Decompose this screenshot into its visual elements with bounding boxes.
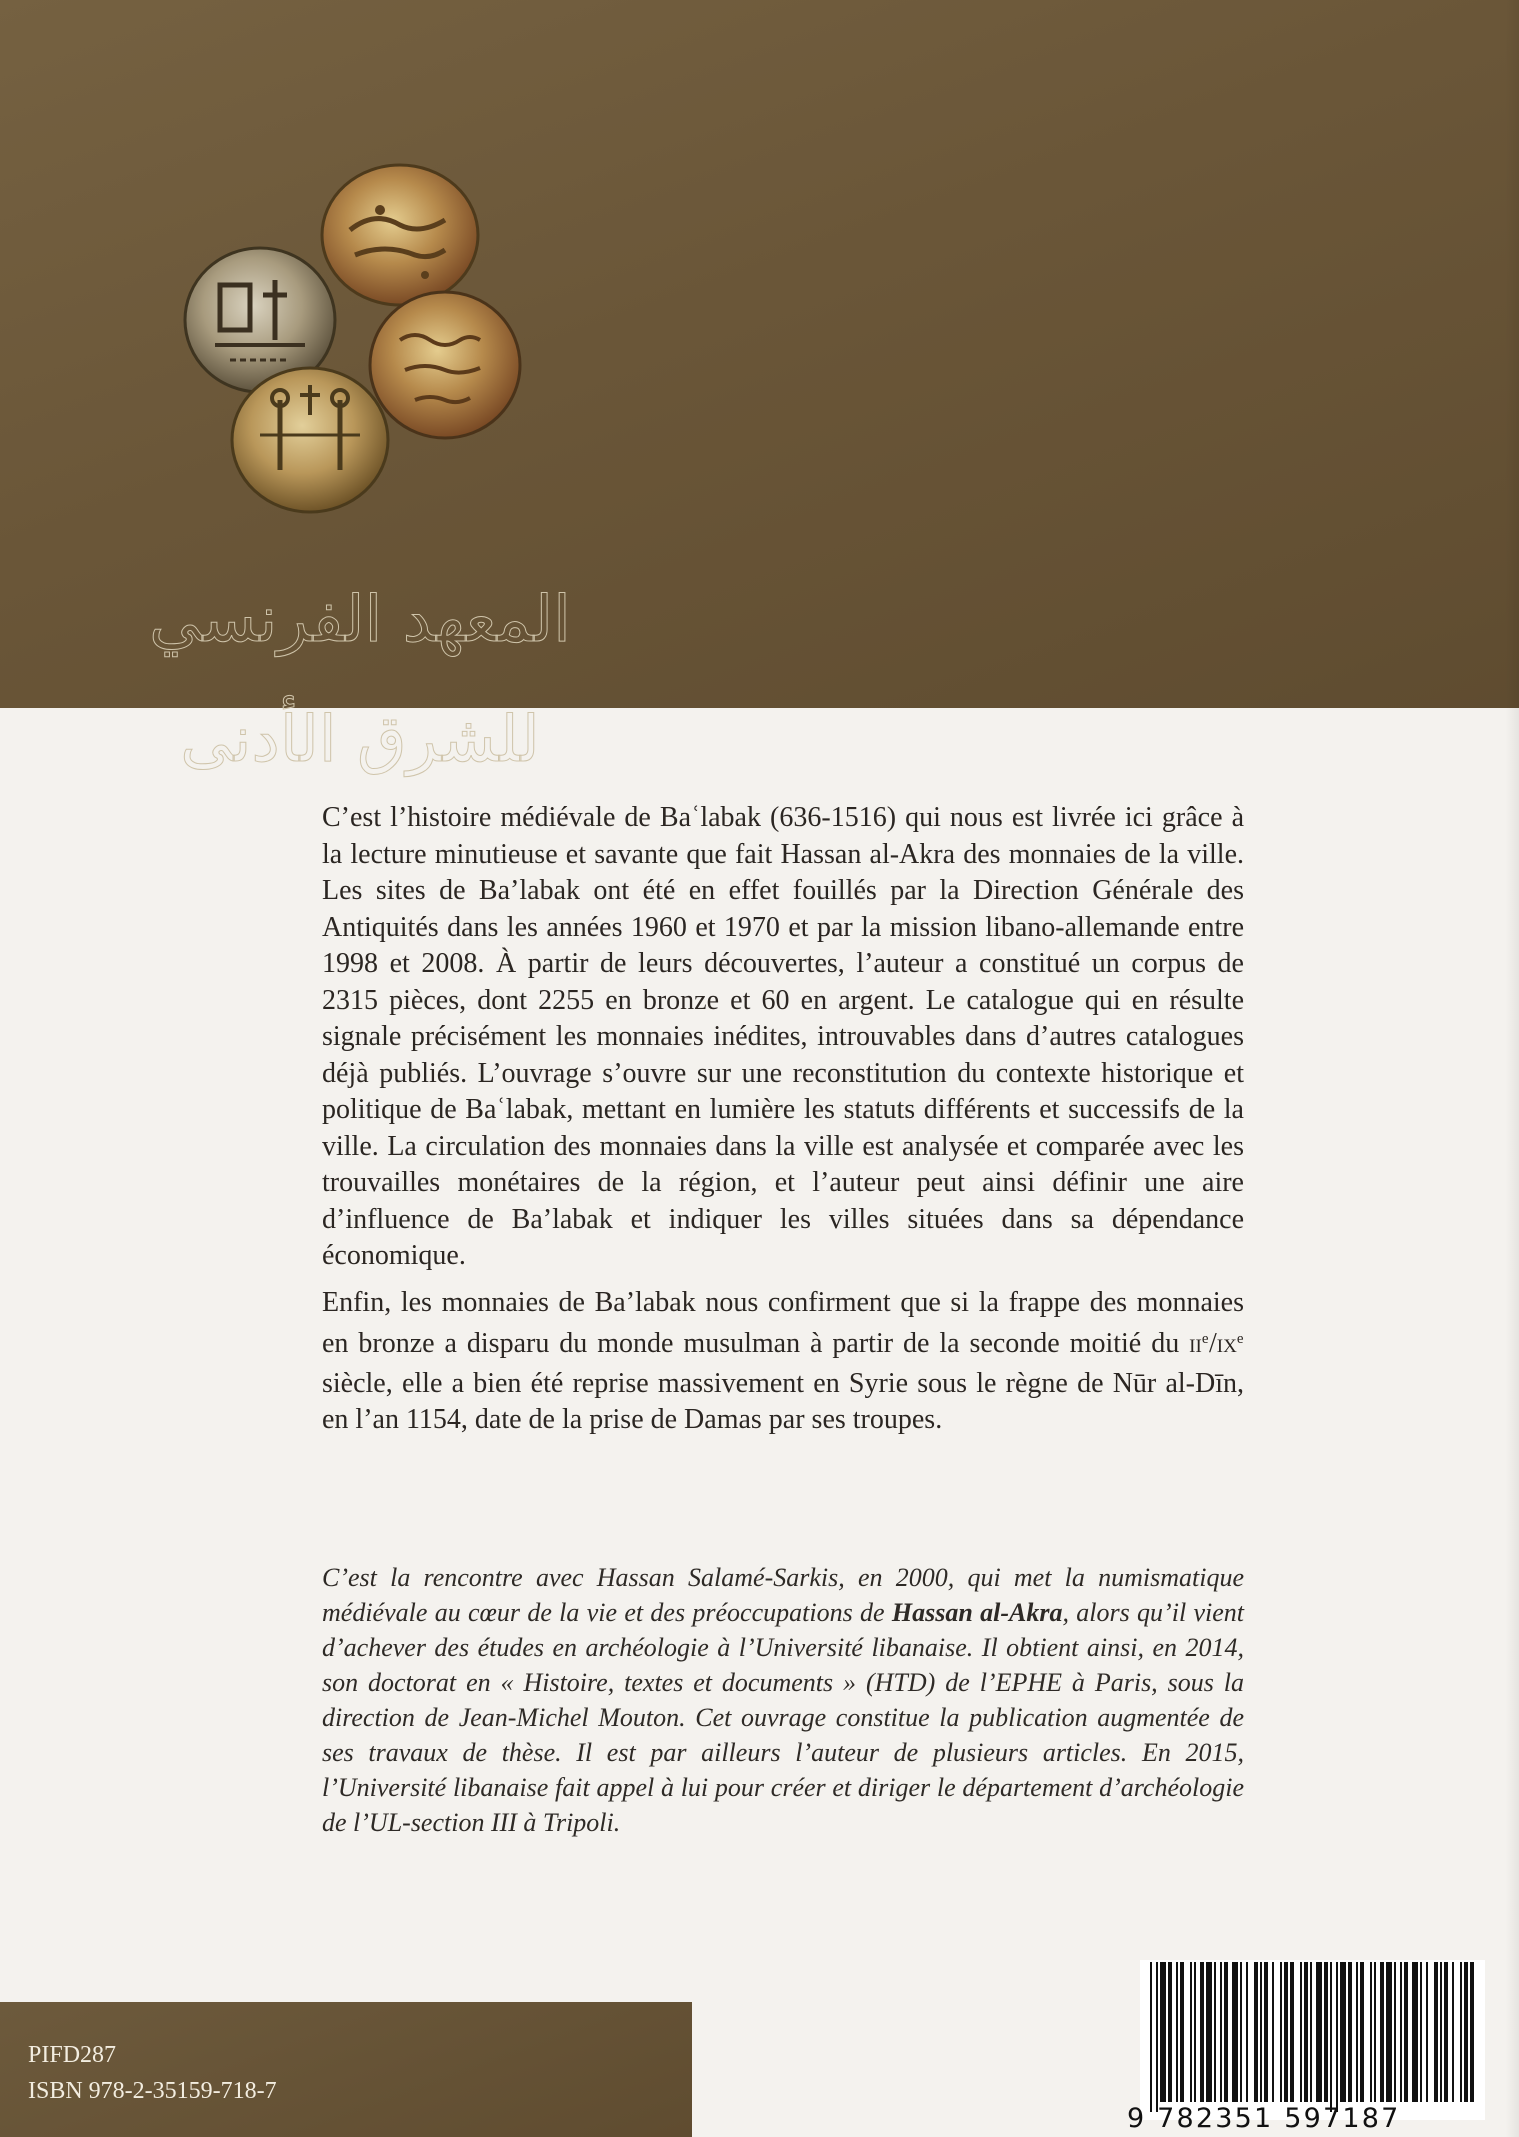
bio-paragraph: C’est la rencontre avec Hassan Salamé-Sarkis, en 2000, qui met la numismatique médiévale au cœur de la vie et des préoccupations de Hassan al-Akra, alors qu’il vient d’achever des études en archéologie à l’Université libanaise. Il obtient ainsi, en 2014, son doctorat en « Histoire, textes et documents » (HTD) de l’EPHE à Paris, sous la direction de Jean-Michel Mouton. Cet ouvrage constitue la publication augmentée de ses travaux de thèse. Il est par ailleurs l’auteur de plusieurs articles. En 2015, l’Université libanaise fait appel à lui pour créer et diriger le département d’archéologie de l’UL-section III à Tripoli. [322,1563,1245,1837]
author-biography [322,1560,1244,1840]
institute-arabic-logo: المعهد الفرنسي للشرق الأدنى [149,583,571,777]
cover-bottom-band [0,2002,692,2137]
barcode-digits: 9 782351 597187 [1127,2103,1401,2134]
isbn-label: ISBN 978-2-35159-718-7 [28,2078,277,2104]
coin-bottom [232,368,388,512]
page-edge-shadow [1505,0,1519,2137]
author-name: Hassan al-Akra [891,1598,1063,1627]
barcode-bars [1140,1960,1485,2120]
coin-right [370,292,520,438]
isbn-barcode [1140,1960,1485,2120]
summary-paragraph-1: C’est l’histoire médiévale de Baʿlabak (636-1516) qui nous est livrée ici grâce à la lecture minutieuse et savante que fait Hassan al-Akra des monnaies de la ville. Les sites de Ba’labak ont été en effet fouillés par la Direction Générale des Antiquités dans les années 1960 et 1970 et par la mission libano-allemande entre 1998 et 2008. À partir de leurs découvertes, l’auteur a constitué un corpus de 2315 pièces, dont 2255 en bronze et 60 en argent. Le catalogue qui en résulte signale précisément les monnaies inédites, introuvables dans d’autres catalogues déjà publiés. L’ouvrage s’ouvre sur une reconstitution du contexte historique et politique de Baʿlabak, mettant en lumière les statuts différents et successifs de la ville. La circulation des monnaies dans la ville est analysée et comparée avec les trouvailles monétaires de la région, et l’auteur peut ainsi définir une aire d’influence de Ba’labak et indiquer les villes situées dans sa dépendance économique. [322,802,1244,1271]
summary-paragraph-2: Enfin, les monnaies de Ba’labak nous confirment que si la frappe des monnaies en bronze a disparu du monde musulman à partir de la seconde moitié du IIe/IXe siècle, elle a bien été reprise massivement en Syrie sous le règne de Nūr al-Dīn, en l’an 1154, date de la prise de Damas par ses troupes. [322,1286,1244,1435]
coin-top [322,165,478,305]
coins-illustration [175,160,535,520]
book-summary [322,800,1244,1449]
reference-code: PIFD287 [28,2042,117,2068]
